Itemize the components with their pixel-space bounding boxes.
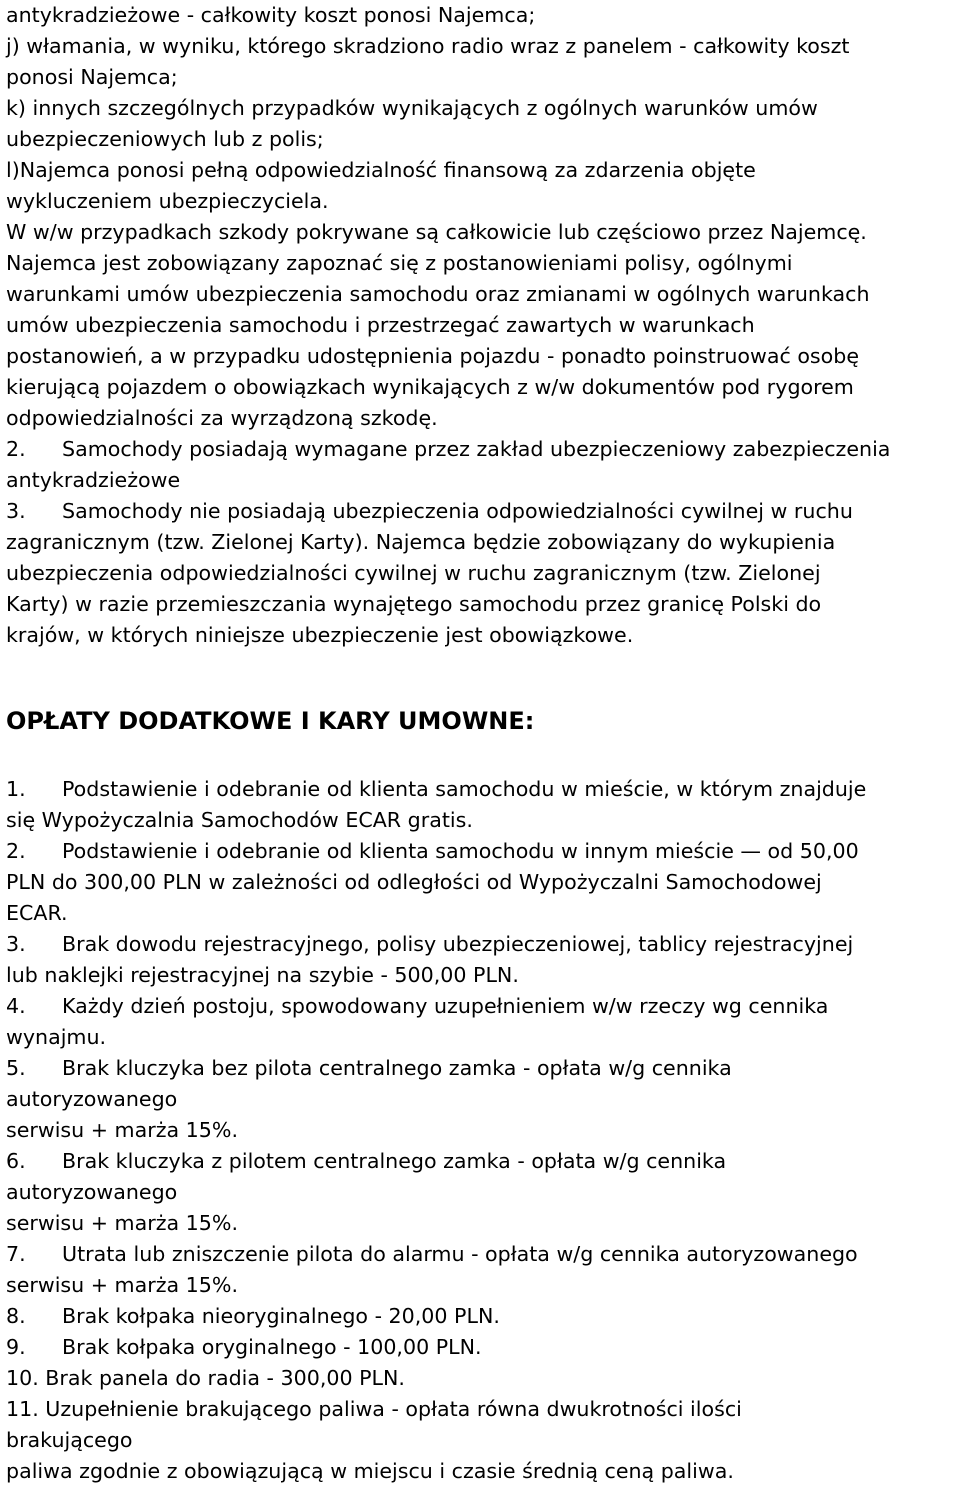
item-text: Samochody nie posiadają ubezpieczenia odpowiedzialności cywilnej w ruchu <box>62 499 853 523</box>
text-line: antykradzieżowe <box>6 468 181 492</box>
item-number: 7. <box>6 1242 26 1266</box>
item-text: Podstawienie i odebranie od klienta samochodu w innym mieście — od 50,00 <box>62 839 859 863</box>
item-number: 1. <box>6 777 26 801</box>
item-text: Brak kluczyka z pilotem centralnego zamka - opłata w/g cennika <box>62 1149 727 1173</box>
text-line: lub naklejki rejestracyjnej na szybie - 500,00 PLN. <box>6 963 519 987</box>
list-item <box>6 434 956 465</box>
text-line: Najemca jest zobowiązany zapoznać się z postanowieniami polisy, ogólnymi <box>6 251 793 275</box>
text-line: k) innych szczególnych przypadków wynikających z ogólnych warunków umów <box>6 96 818 120</box>
list-item <box>6 1146 956 1177</box>
text-line: warunkami umów ubezpieczenia samochodu oraz zmianami w ogólnych warunkach <box>6 282 870 306</box>
list-item <box>6 1053 956 1084</box>
text-line: antykradzieżowe - całkowity koszt ponosi Najemca; <box>6 3 536 27</box>
document-page <box>6 0 956 1487</box>
list-item <box>6 991 956 1022</box>
spacer <box>6 651 956 701</box>
text-line: umów ubezpieczenia samochodu i przestrzegać zawartych w warunkach <box>6 313 755 337</box>
item-text: Podstawienie i odebranie od klienta samochodu w mieście, w którym znajduje <box>62 777 867 801</box>
text-line: paliwa zgodnie z obowiązującą w miejscu i czasie średnią ceną paliwa. <box>6 1459 734 1483</box>
text-line: Karty) w razie przemieszczania wynajętego samochodu przez granicę Polski do <box>6 592 822 616</box>
text-line: autoryzowanego <box>6 1087 178 1111</box>
text-line: się Wypożyczalnia Samochodów ECAR gratis. <box>6 808 473 832</box>
list-item <box>6 929 956 960</box>
intro-block <box>6 0 956 651</box>
item-text: Brak dowodu rejestracyjnego, polisy ubezpieczeniowej, tablicy rejestracyjnej <box>62 932 854 956</box>
item-number: 3. <box>6 932 26 956</box>
item-number: 5. <box>6 1056 26 1080</box>
list-item <box>6 1332 956 1363</box>
item-text: Brak kołpaka nieoryginalnego - 20,00 PLN. <box>62 1304 500 1328</box>
text-line: ubezpieczeniowych lub z polis; <box>6 127 324 151</box>
text-line: j) włamania, w wyniku, którego skradziono radio wraz z panelem - całkowity koszt <box>6 34 850 58</box>
text-line: ECAR. <box>6 901 68 925</box>
list-item <box>6 836 956 867</box>
item-number: 2. <box>6 839 26 863</box>
text-line: autoryzowanego <box>6 1180 178 1204</box>
item-number: 6. <box>6 1149 26 1173</box>
text-line: serwisu + marża 15%. <box>6 1211 239 1235</box>
item-text: Samochody posiadają wymagane przez zakład ubezpieczeniowy zabezpieczenia <box>62 437 891 461</box>
text-line: postanowień, a w przypadku udostępnienia pojazdu - ponadto poinstruować osobę <box>6 344 860 368</box>
item-text: Każdy dzień postoju, spowodowany uzupełnieniem w/w rzeczy wg cennika <box>62 994 829 1018</box>
text-line: l)Najemca ponosi pełną odpowiedzialność finansową za zdarzenia objęte <box>6 158 756 182</box>
text-line: ubezpieczenia odpowiedzialności cywilnej w ruchu zagranicznym (tzw. Zielonej <box>6 561 821 585</box>
text-line: wykluczeniem ubezpieczyciela. <box>6 189 329 213</box>
fees-list <box>6 774 956 1487</box>
list-item <box>6 1239 956 1270</box>
list-item <box>6 1301 956 1332</box>
item-text: Brak kołpaka oryginalnego - 100,00 PLN. <box>62 1335 482 1359</box>
list-item <box>6 496 956 527</box>
item-number: 4. <box>6 994 26 1018</box>
item-number: 8. <box>6 1304 26 1328</box>
text-line: ponosi Najemca; <box>6 65 178 89</box>
section-heading: OPŁATY DODATKOWE I KARY UMOWNE: <box>6 707 535 735</box>
spacer <box>6 741 956 774</box>
text-line: W w/w przypadkach szkody pokrywane są całkowicie lub częściowo przez Najemcę. <box>6 220 867 244</box>
text-line: krajów, w których niniejsze ubezpieczenie jest obowiązkowe. <box>6 623 634 647</box>
item-number: 9. <box>6 1335 26 1359</box>
item-number: 2. <box>6 437 26 461</box>
text-line: wynajmu. <box>6 1025 107 1049</box>
text-line: odpowiedzialności za wyrządzoną szkodę. <box>6 406 438 430</box>
text-line: PLN do 300,00 PLN w zależności od odległości od Wypożyczalni Samochodowej <box>6 870 822 894</box>
text-line: zagranicznym (tzw. Zielonej Karty). Najemca będzie zobowiązany do wykupienia <box>6 530 836 554</box>
list-item: 11. Uzupełnienie brakującego paliwa - opłata równa dwukrotności ilości <box>6 1397 742 1421</box>
list-item: 10. Brak panela do radia - 300,00 PLN. <box>6 1366 405 1390</box>
text-line: serwisu + marża 15%. <box>6 1273 239 1297</box>
item-number: 3. <box>6 499 26 523</box>
item-text: Utrata lub zniszczenie pilota do alarmu - opłata w/g cennika autoryzowanego <box>62 1242 858 1266</box>
list-item <box>6 774 956 805</box>
text-line: brakującego <box>6 1428 133 1452</box>
item-text: Brak kluczyka bez pilota centralnego zamka - opłata w/g cennika <box>62 1056 732 1080</box>
text-line: kierującą pojazdem o obowiązkach wynikających z w/w dokumentów pod rygorem <box>6 375 854 399</box>
text-line: serwisu + marża 15%. <box>6 1118 239 1142</box>
